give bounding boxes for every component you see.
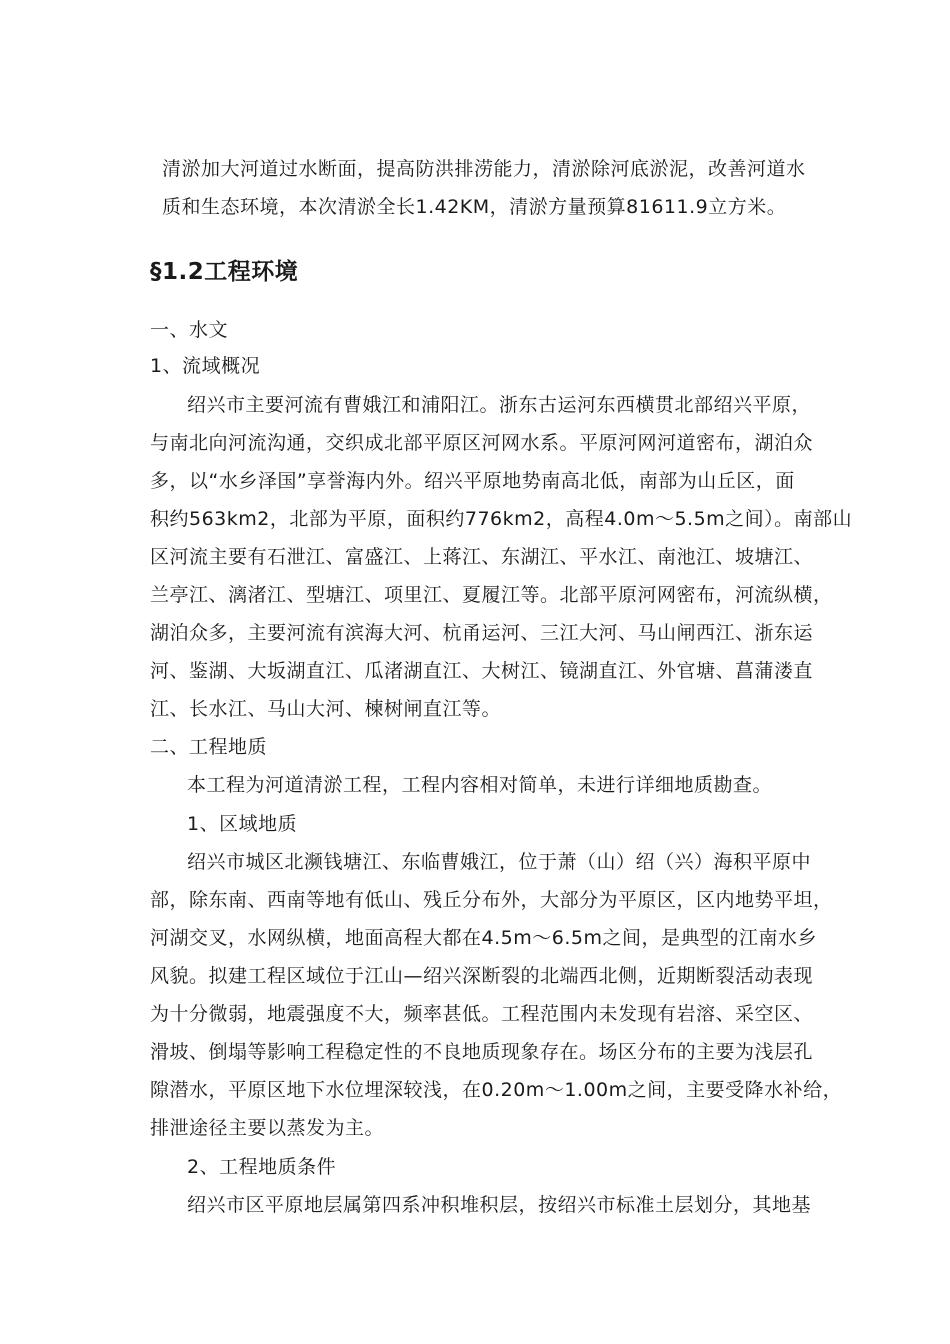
hydrology-line-9: 江、长水江、马山大河、楝树闸直江等。 bbox=[150, 698, 502, 720]
hydrology-line-4: 积约563km2，北部为平原，面积约776km2，高程4.0m～5.5m之间）。南部山 bbox=[150, 508, 853, 530]
regional-line-2: 部，除东南、西南等地有低山、残丘分布外，大部分为平原区，区内地势平坦， bbox=[150, 889, 833, 911]
regional-line-4: 风貌。拟建工程区域位于江山—绍兴深断裂的北端西北侧，近期断裂活动表现 bbox=[150, 965, 814, 987]
regional-line-8: 排泄途径主要以蒸发为主。 bbox=[150, 1117, 385, 1139]
geology-intro: 本工程为河道清淤工程，工程内容相对简单，未进行详细地质勘查。 bbox=[187, 774, 773, 796]
hydrology-line-1: 绍兴市主要河流有曹娥江和浦阳江。浙东古运河东西横贯北部绍兴平原， bbox=[187, 394, 812, 416]
geology-heading: 二、工程地质 bbox=[150, 736, 268, 758]
hydrology-line-6: 兰亭江、漓渚江、型塘江、项里江、夏履江等。北部平原河网密布，河流纵横， bbox=[150, 584, 833, 606]
hydrology-sub-heading: 1、流域概况 bbox=[150, 355, 261, 377]
regional-line-1: 绍兴市城区北濒钱塘江、东临曹娥江，位于萧（山）绍（兴）海积平原中 bbox=[187, 851, 812, 873]
hydrology-line-5: 区河流主要有石泄江、富盛江、上蒋江、东湖江、平水江、南池江、坡塘江、 bbox=[150, 546, 814, 568]
regional-geology-heading: 1、区域地质 bbox=[187, 813, 298, 835]
regional-line-7: 隙潜水，平原区地下水位埋深较浅，在0.20m～1.00m之间，主要受降水补给， bbox=[150, 1079, 843, 1101]
regional-line-5: 为十分微弱，地震强度不大，频率甚低。工程范围内未发现有岩溶、采空区、 bbox=[150, 1003, 814, 1025]
intro-line-2: 质和生态环境，本次清淤全长1.42KM，清淤方量预算81611.9立方米。 bbox=[162, 196, 787, 218]
geology-conditions-heading: 2、工程地质条件 bbox=[187, 1156, 337, 1178]
hydrology-line-7: 湖泊众多，主要河流有滨海大河、杭甬运河、三江大河、马山闸西江、浙东运 bbox=[150, 622, 814, 644]
hydrology-line-3: 多，以“水乡泽国”享誉海内外。绍兴平原地势南高北低，南部为山丘区，面 bbox=[150, 470, 795, 492]
conditions-line-1: 绍兴市区平原地层属第四系冲积堆积层，按绍兴市标准土层划分，其地基 bbox=[187, 1194, 812, 1216]
hydrology-line-2: 与南北向河流沟通，交织成北部平原区河网水系。平原河网河道密布，湖泊众 bbox=[150, 432, 814, 454]
hydrology-heading: 一、水文 bbox=[150, 319, 229, 341]
hydrology-line-8: 河、鉴湖、大坂湖直江、瓜渚湖直江、大树江、镜湖直江、外官塘、菖蒲溇直 bbox=[150, 660, 814, 682]
section-title: §1.2工程环境 bbox=[150, 259, 299, 285]
regional-line-3: 河湖交叉，水网纵横，地面高程大都在4.5m～6.5m之间，是典型的江南水乡 bbox=[150, 927, 817, 949]
regional-line-6: 滑坡、倒塌等影响工程稳定性的不良地质现象存在。场区分布的主要为浅层孔 bbox=[150, 1041, 814, 1063]
intro-line-1: 清淤加大河道过水断面，提高防洪排涝能力，清淤除河底淤泥，改善河道水 bbox=[162, 158, 806, 180]
